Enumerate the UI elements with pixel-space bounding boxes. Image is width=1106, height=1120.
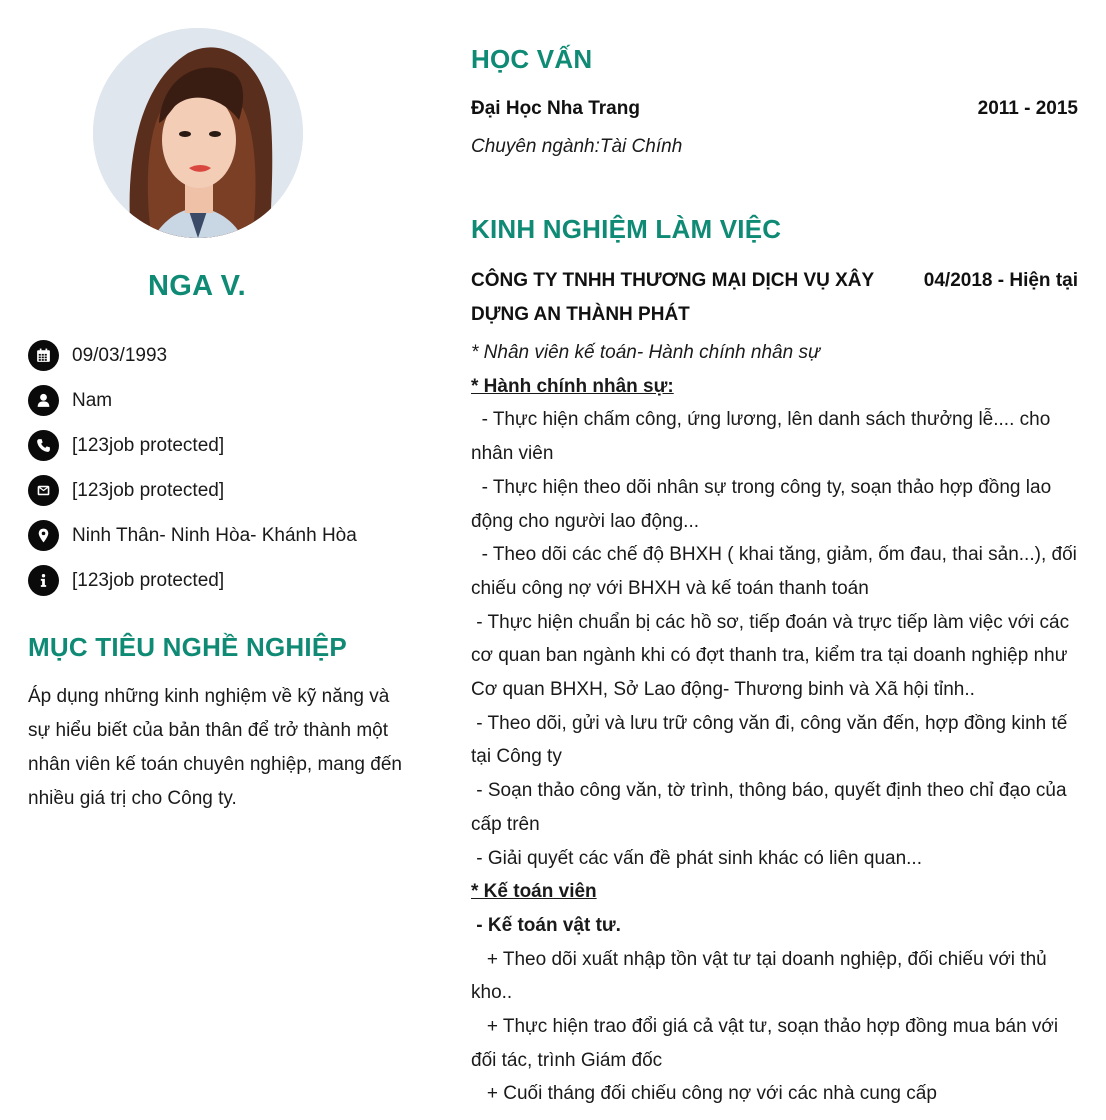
info-phone [28, 423, 418, 468]
duty-line: - Thực hiện chuẩn bị các hồ sơ, tiếp đoán và trực tiếp làm việc với các cơ quan ban ngành khi có đợt thanh tra, kiểm tra tại doanh nghiệp như Cơ quan BHXH, Sở Lao động- Thương binh và Xã hội tỉnh.. [471, 611, 1075, 701]
school-name: Đại Học Nha Trang [471, 98, 640, 119]
info-icon [28, 565, 59, 596]
duty-line: - Thực hiện theo dõi nhân sự trong công ty, soạn thảo hợp đồng lao động cho người lao động... [471, 476, 1057, 532]
duty-group-title: - Kế toán vật tư. [471, 914, 621, 936]
birthdate-text: 09/03/1993 [72, 344, 168, 366]
duty-line: + Theo dõi xuất nhập tồn vật tư tại doanh nghiệp, đối chiếu với thủ kho.. [471, 948, 1052, 1004]
education-heading: HỌC VẤN [471, 44, 593, 74]
info-extra [28, 558, 418, 603]
duty-line: - Giải quyết các vấn đề phát sinh khác có liên quan... [471, 847, 922, 869]
experience-description [471, 336, 1083, 1111]
duty-subheading: * Kế toán viên [471, 881, 597, 903]
education-period: 2011 - 2015 [977, 98, 1078, 119]
profile-photo [93, 28, 303, 238]
info-address [28, 513, 418, 558]
candidate-name: NGA V. [148, 270, 246, 302]
experience-period: 04/2018 - Hiện tại [923, 270, 1078, 291]
info-birthdate [28, 333, 418, 378]
calendar-icon [28, 340, 59, 371]
duty-line: - Theo dõi, gửi và lưu trữ công văn đi, công văn đến, hợp đồng kinh tế tại Công ty [471, 712, 1073, 768]
objective-heading: MỤC TIÊU NGHỀ NGHIỆP [28, 632, 347, 662]
address-text: Ninh Thân- Ninh Hòa- Khánh Hòa [72, 524, 357, 546]
duty-line: - Theo dõi các chế độ BHXH ( khai tăng, giảm, ốm đau, thai sản...), đối chiếu công nợ với BHXH và kế toán thanh toán [471, 544, 1083, 599]
objective-text: Áp dụng những kinh nghiệm về kỹ năng và sự hiểu biết của bản thân để trở thành một nhân viên kế toán chuyên nghiệp, mang đến nhiều giá trị cho Công ty. [28, 686, 402, 809]
duty-line: - Thực hiện chấm công, ứng lương, lên danh sách thưởng lễ.... cho nhân viên [471, 409, 1056, 465]
experience-heading: KINH NGHIỆM LÀM VIỆC [471, 214, 782, 244]
company-name: CÔNG TY TNHH THƯƠNG MẠI DỊCH VỤ XÂY DỰNG AN THÀNH PHÁT [471, 270, 874, 325]
job-role: * Nhân viên kế toán- Hành chính nhân sự [471, 342, 820, 363]
location-icon [28, 520, 59, 551]
education-major: Chuyên ngành:Tài Chính [471, 136, 683, 157]
phone-icon [28, 430, 59, 461]
email-icon [28, 475, 59, 506]
duty-line: + Cuối tháng đối chiếu công nợ với các nhà cung cấp [471, 1083, 937, 1105]
portrait-image [93, 28, 303, 238]
user-icon [28, 385, 59, 416]
duty-subheading: * Hành chính nhân sự: [471, 375, 674, 397]
extra-info-text: [123job protected] [72, 569, 225, 591]
gender-text: Nam [72, 389, 113, 411]
info-gender [28, 378, 418, 423]
email-text: [123job protected] [72, 479, 225, 501]
education-entry [471, 98, 1078, 120]
info-email [28, 468, 418, 513]
phone-text: [123job protected] [72, 434, 225, 456]
duty-line: + Thực hiện trao đổi giá cả vật tư, soạn thảo hợp đồng mua bán với đối tác, trình Giám đốc [471, 1016, 1064, 1071]
experience-entry-header [471, 264, 1078, 332]
contact-info-list [28, 333, 418, 603]
duty-line: - Soạn thảo công văn, tờ trình, thông báo, quyết định theo chỉ đạo của cấp trên [471, 780, 1072, 835]
